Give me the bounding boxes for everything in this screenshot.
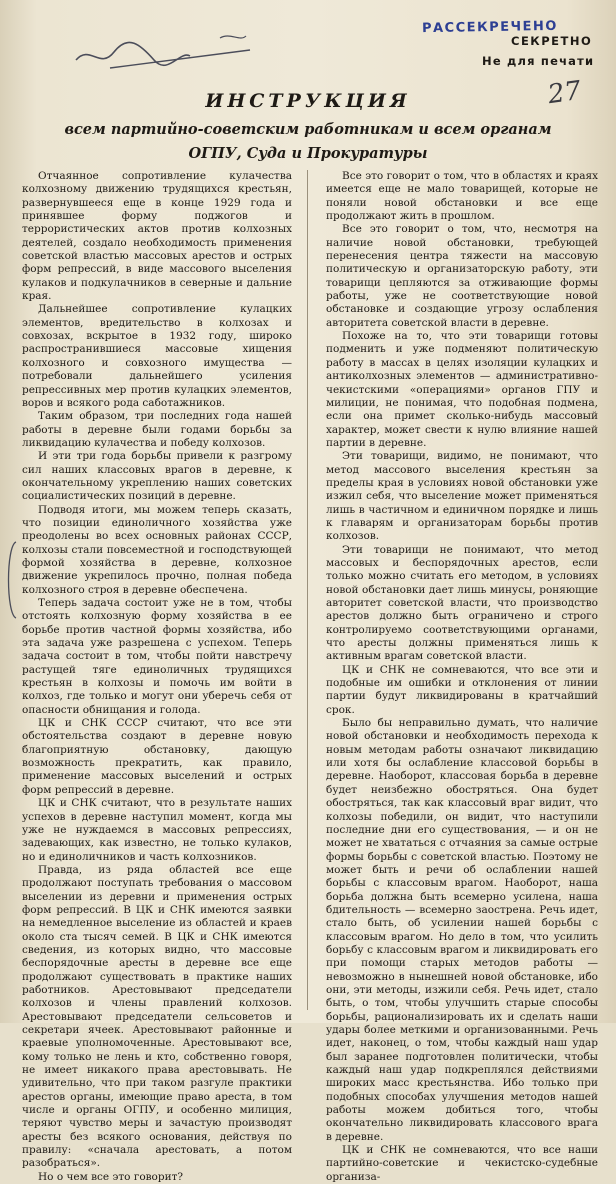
document-title: ИНСТРУКЦИЯ — [205, 90, 411, 112]
paragraph: ЦК и СНК СССР считают, что все эти обстоятельства создают в деревне новую благоприятную обстановку, дающую возможность прекратить, как правило, применение массовых выселений и острых форм репрессий в деревне. — [22, 717, 292, 796]
paragraph: Все это говорит о том, что в областях и краях имеется еще не мало товарищей, которые не поняли новой обстановки и все еще продолжают жить в прошлом. — [326, 170, 598, 223]
paragraph: Дальнейшее сопротивление кулацких элементов, вредительство в колхозах и совхозах, вскрытое в 1932 году, широко распространившиеся массовые хищения колхозного и совхозного имущества — потребовали дальнейшего усиления репрессивных мер против кулацких элементов, воров и всякого рода саботажников. — [22, 303, 292, 409]
paragraph: Но о чем все это говорит? — [38, 1170, 184, 1183]
margin-bracket-icon — [2, 540, 18, 620]
paragraph: И эти три года борьбы привели к разгрому сил наших классовых врагов в деревне, к окончательному укреплению наших советских социалистических позиций в деревне. — [22, 450, 292, 503]
handwritten-scrawl-icon — [70, 30, 260, 80]
paragraph: Теперь задача состоит уже не в том, чтобы отстоять колхозную форму хозяйства в ее борьбе против частной формы хозяйства, ибо эта задача уже разрешена с успехом. Теперь задача состоит в том, чтобы пойти навстречу растущей тяге единоличных трудящихся крестьян в колхозы и помочь им войти в колхоз, где только и могут они уберечь себя от опасности обнищания и голода. — [22, 597, 292, 716]
paragraph: ЦК и СНК не сомневаются, что все эти и подобные им ошибки и отклонения от линии партии будут ликвидированы в кратчайший срок. — [326, 663, 598, 716]
classification-label: СЕКРЕТНО — [511, 34, 593, 48]
paragraph: ЦК и СНК не сомневаются, что все наши партийно-советские и чекистско-судебные организа- — [326, 1144, 598, 1183]
paragraph: Подводя итоги, мы можем теперь сказать, что позиции единоличного хозяйства уже преодолены во всех основных районах СССР, колхозы стали повсеместной и господствующей формой хозяйства в деревне, колхозное движение укрепилось прочно, полная победа колхозного строя в деревне обеспечена. — [22, 503, 292, 596]
paragraph: Правда, из ряда областей все еще продолжают поступать требования о массовом выселении из деревни и применения острых форм репрессий. В ЦК и СНК имеются заявки на немедленное выселение из областей и краев около ста тысяч семей. В ЦК и СНК имеются сведения, из которых видно, что массовые беспорядочные аресты в деревне все еще продолжают существовать в практике наших работников. Арестовывают председатели колхозов и члены правлений колхозов. Арестовывают председатели сельсоветов и секретари ячеек. Арестовывают районные и краевые уполномоченные. Арестовывают все, кому только не лень и кто, собственно говоря, не имеет никакого права арестовывать. Не удивительно, что при таком разгуле практики арестов органы, имеющие право ареста, в том числе и органы ОГПУ, и особенно милиция, теряют чувство меры и зачастую производят аресты без всякого основания, действуя по правилу: «сначала арестовать, а потом разобраться». — [22, 863, 292, 1170]
paragraph: Похоже на то, что эти товарищи готовы подменить и уже подменяют политическую работу в массах в целях изоляции кулацких и антиколхозных элементов — административно-чекистскими «операциями» органов ГПУ и милиции, не понимая, что подобная подмена, если она примет сколько-нибудь массовый характер, может свести к нулю влияние нашей партии в деревне. — [326, 330, 598, 449]
right-text-column — [326, 170, 598, 1184]
declassified-stamp: РАССЕКРЕЧЕНО — [421, 18, 559, 37]
paragraph: Эти товарищи, видимо, не понимают, что метод массового выселения крестьян за пределы края в условиях новой обстановки уже изжил себя, что выселение может применяться лишь в частичном и единичном порядке и лишь к главарям и организаторам борьбы против колхозов. — [326, 450, 598, 543]
paragraph: Все это говорит о том, что, несмотря на наличие новой обстановки, требующей перенесения центра тяжести на массовую политическую и организаторскую работу, эти товарищи цепляются за отживающие формы работы, уже не соответствующие новой обстановке и создающие угрозу ослабления авторитета советской власти в деревне. — [326, 223, 598, 329]
paragraph: ЦК и СНК считают, что в результате наших успехов в деревне наступил момент, когда мы уже не нуждаемся в массовых репрессиях, задевающих, как известно, не только кулаков, но и единоличников и часть колхозников. — [22, 797, 292, 863]
document-subtitle: всем партийно-советским работникам и всем органам ОГПУ, Суда и Прокуратуры — [64, 121, 552, 162]
paragraph: Было бы неправильно думать, что наличие новой обстановки и необходимость перехода к новым методам работы означают ликвидацию или хотя бы ослабление классовой борьбы в деревне. Наоборот, классовая борьба в деревне будет неизбежно обостряться. Она будет обостряться, так как классовый враг видит, что колхозы победили, он видит, что наступили последние дни его существования, — и он не может не хвататься с отчаяния за самые острые формы борьбы с советской властью. Поэтому не может быть и речи об ослаблении нашей борьбы с классовым врагом. Наоборот, наша борьба должна быть всемерно усилена, наша бдительность — всемерно заострена. Речь идет, стало быть, об усилении нашей борьбы с классовым врагом. Но дело в том, что усилить борьбу с классовым врагом и ликвидировать его при помощи старых методов работы — невозможно в нынешней новой обстановке, ибо они, эти методы, изжили себя. Речь идет, стало быть, о том, чтобы улучшить старые способы борьбы, рационализировать их и сделать наши удары более меткими и организованными. Речь идет, наконец, о том, чтобы каждый наш удар был заранее подготовлен политически, чтобы каждый наш удар подкреплялся действиями широких масс крестьянства. Ибо только при подобных способах улучшения методов нашей работы можем добиться того, чтобы окончательно ликвидировать классового врага в деревне. — [326, 717, 598, 1143]
not-for-print-label: Не для печати — [482, 54, 595, 68]
handwritten-page-number: 27 — [546, 75, 584, 111]
left-text-column — [22, 170, 292, 1184]
paragraph: Таким образом, три последних года нашей работы в деревне были годами борьбы за ликвидацию кулачества и победу колхозов. — [22, 410, 292, 449]
paragraph: Эти товарищи не понимают, что метод массовых и беспорядочных арестов, если только можно считать его методом, в условиях новой обстановки дает лишь минусы, роняющие авторитет советской власти, что производство арестов должно быть ограничено и строго контролируемо соответствующими органами, что аресты должны применяться лишь к активным врагам советской власти. — [326, 543, 598, 663]
paragraph: Отчаянное сопротивление кулачества колхозному движению трудящихся крестьян, развернувшееся еще в конце 1929 года и принявшее форму поджогов и террористических актов против колхозных деятелей, создало необходимость применения советской властью массовых арестов и острых форм репрессий, в виде массового выселения кулаков и подкулачников в северные и дальние края. — [22, 170, 292, 303]
column-divider — [307, 170, 308, 1010]
